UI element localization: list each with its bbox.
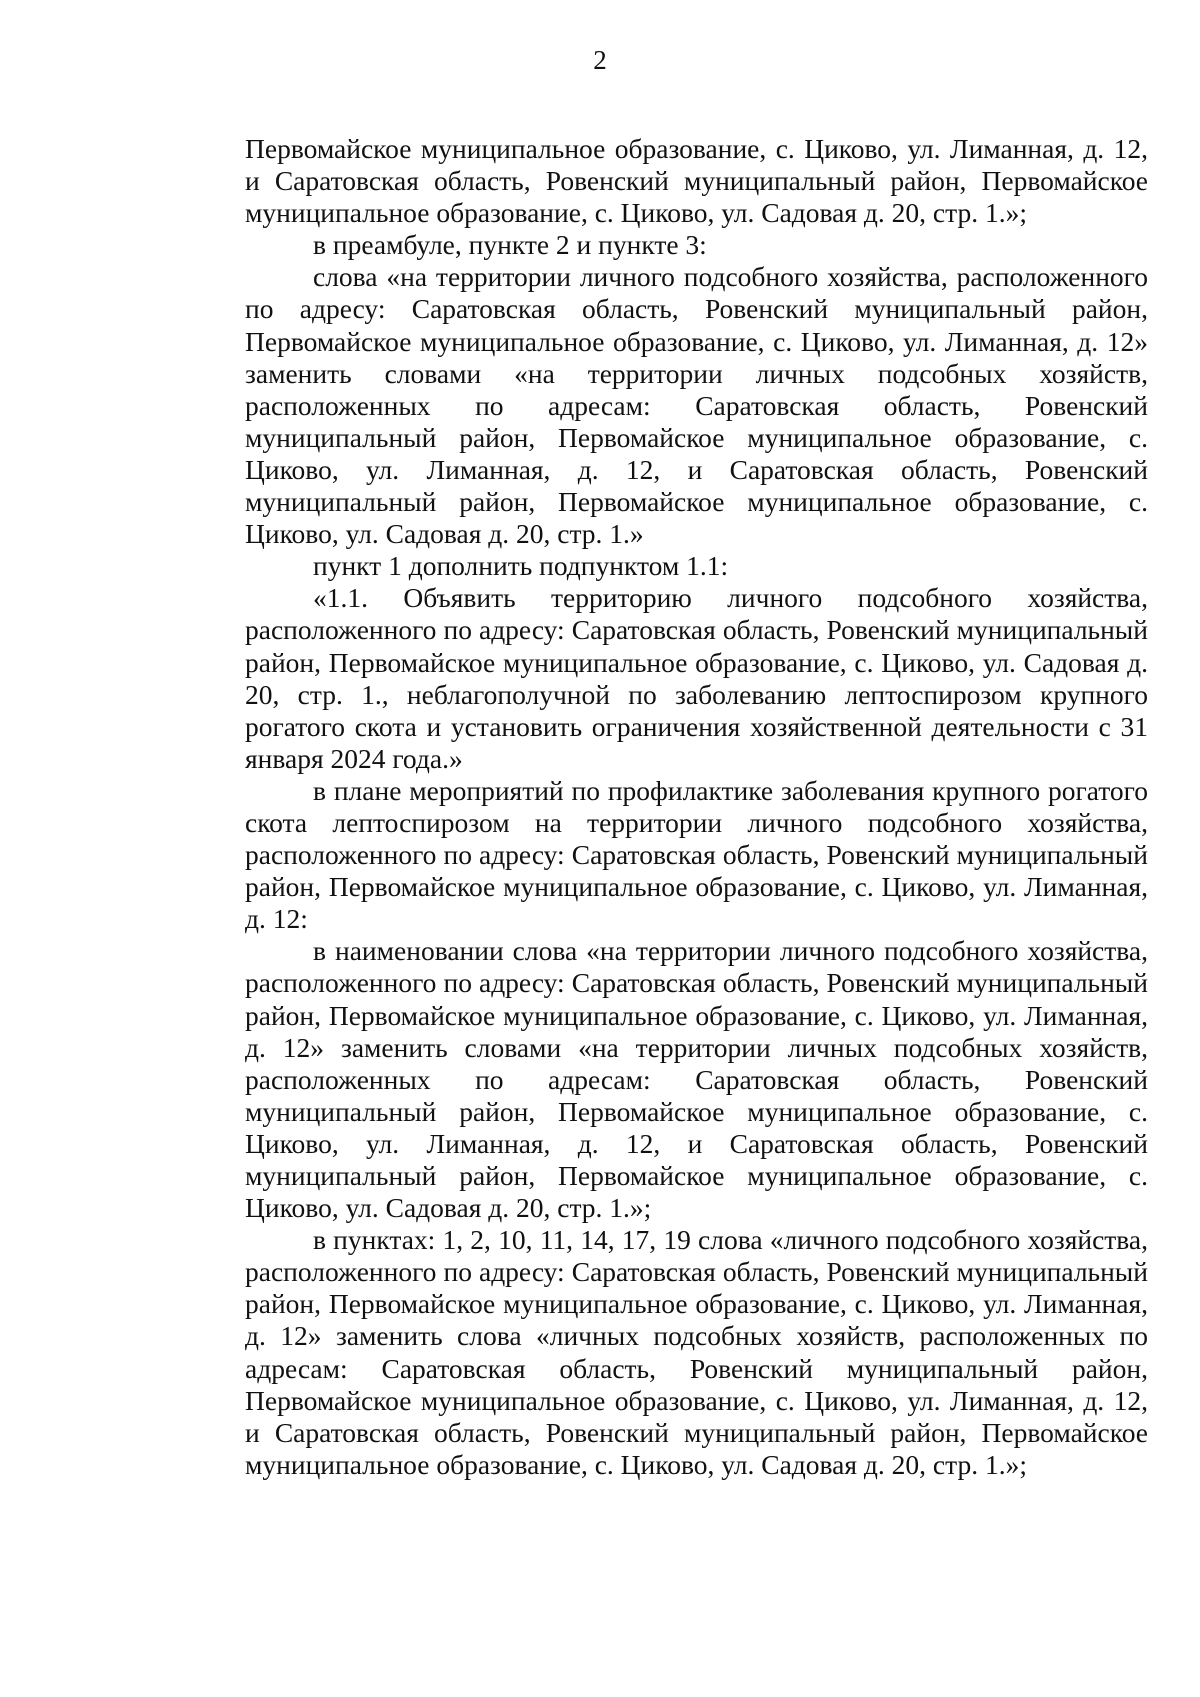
paragraph-points-replacement: в пунктах: 1, 2, 10, 11, 14, 17, 19 слова «личного подсобного хозяйства, расположенного по адресу: Саратовская область, Ровенский муниципальный район, Первомайское муниципальное образование, с. Циково, ул. Лиманная, д. 12» заменить слова «личных подсобных хозяйств, расположенных по адресам: Саратовская область, Ровенский муниципальный район, Первомайское муниципальное образование, с. Циково, ул. Лиманная, д. 12, и Саратовская область, Ровенский муниципальный район, Первомайское муниципальное образование, с. Циково, ул. Садовая д. 20, стр. 1.»; — [245, 1224, 1148, 1480]
paragraph-continuation: Первомайское муниципальное образование, с. Циково, ул. Лиманная, д. 12, и Саратовская область, Ровенский муниципальный район, Первомайское муниципальное образование, с. Циково, ул. Садовая д. 20, стр. 1.»; — [245, 133, 1148, 229]
document-body — [245, 133, 1148, 1481]
paragraph-add-subclause: пункт 1 дополнить подпунктом 1.1: — [313, 550, 729, 582]
paragraph-subclause-1-1: «1.1. Объявить территорию личного подсобного хозяйства, расположенного по адресу: Саратовская область, Ровенский муниципальный район, Первомайское муниципальное образование, с. Циково, ул. Садовая д. 20, стр. 1., неблагополучной по заболеванию лептоспирозом крупного рогатого скота и установить ограничения хозяйственной деятельности с 31 января 2024 года.» — [245, 582, 1148, 774]
paragraph-preamble-heading: в преамбуле, пункте 2 и пункте 3: — [313, 229, 707, 261]
page-number: 2 — [593, 45, 607, 75]
paragraph-title-replacement: в наименовании слова «на территории личного подсобного хозяйства, расположенного по адресу: Саратовская область, Ровенский муниципальный район, Первомайское муниципальное образование, с. Циково, ул. Лиманная, д. 12» заменить словами «на территории личных подсобных хозяйств, расположенных по адресам: Саратовская область, Ровенский муниципальный район, Первомайское муниципальное образование, с. Циково, ул. Лиманная, д. 12, и Саратовская область, Ровенский муниципальный район, Первомайское муниципальное образование, с. Циково, ул. Садовая д. 20, стр. 1.»; — [245, 935, 1148, 1224]
paragraph-replace-words: слова «на территории личного подсобного хозяйства, расположенного по адресу: Саратовская область, Ровенский муниципальный район, Первомайское муниципальное образование, с. Циково, ул. Лиманная, д. 12» заменить словами «на территории личных подсобных хозяйств, расположенных по адресам: Саратовская область, Ровенский муниципальный район, Первомайское муниципальное образование, с. Циково, ул. Лиманная, д. 12, и Саратовская область, Ровенский муниципальный район, Первомайское муниципальное образование, с. Циково, ул. Садовая д. 20, стр. 1.» — [245, 261, 1148, 550]
paragraph-action-plan: в плане мероприятий по профилактике заболевания крупного рогатого скота лептоспирозом на территории личного подсобного хозяйства, расположенного по адресу: Саратовская область, Ровенский муниципальный район, Первомайское муниципальное образование, с. Циково, ул. Лиманная, д. 12: — [245, 774, 1148, 935]
